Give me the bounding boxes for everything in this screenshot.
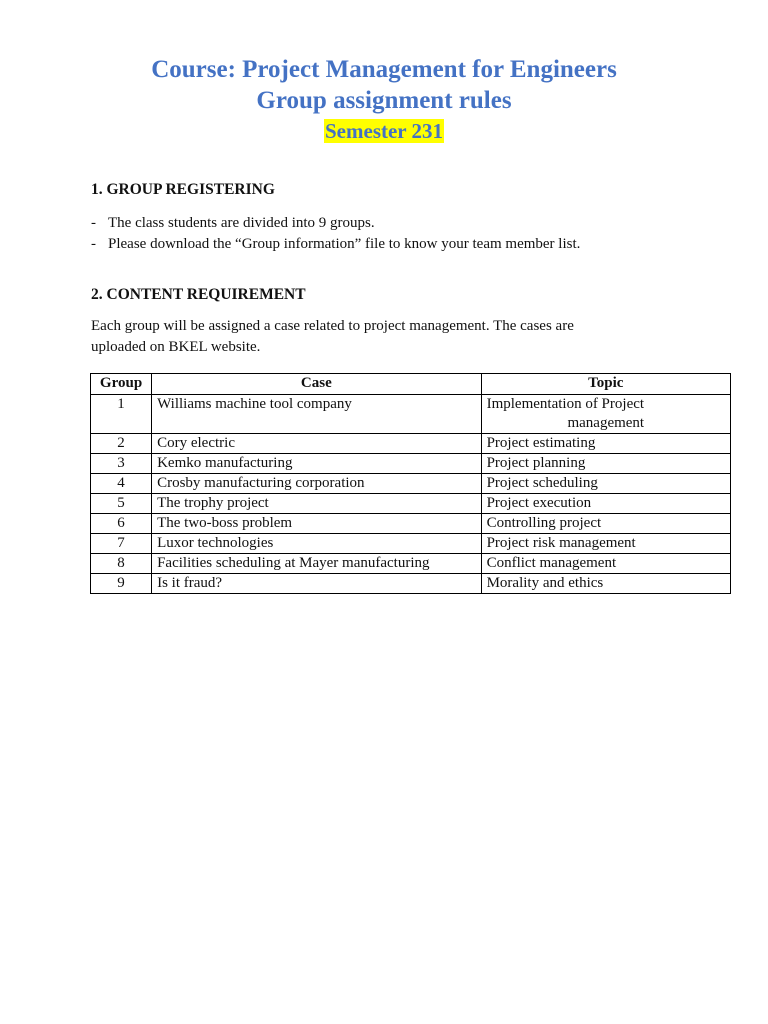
column-header-topic: Topic <box>481 374 730 395</box>
title-block <box>0 54 768 148</box>
semester-line <box>0 117 768 148</box>
table-row <box>91 434 731 454</box>
group-number: 8 <box>91 554 152 574</box>
paragraph-line: Each group will be assigned a case related to project management. The cases are <box>91 318 574 334</box>
group-number: 2 <box>91 434 152 454</box>
course-title: Course: Project Management for Engineers <box>151 56 617 83</box>
group-number: 4 <box>91 474 152 494</box>
table-row <box>91 494 731 514</box>
case-name: Is it fraud? <box>152 574 482 594</box>
case-name: The trophy project <box>152 494 482 514</box>
case-name: Cory electric <box>152 434 482 454</box>
topic-name: Project execution <box>481 494 730 514</box>
paragraph-line: uploaded on BKEL website. <box>91 339 261 355</box>
group-registering-list <box>91 213 580 255</box>
bullet-dash: - <box>91 215 96 231</box>
table-header-row <box>91 374 731 395</box>
table-row <box>91 454 731 474</box>
bullet-text: Please download the “Group information” file to know your team member list. <box>108 236 581 252</box>
case-name: Luxor technologies <box>152 534 482 554</box>
topic-cell <box>481 395 730 434</box>
content-requirement-paragraph <box>91 316 636 358</box>
list-item <box>91 234 580 255</box>
bullet-text: The class students are divided into 9 groups. <box>108 215 375 231</box>
group-number: 7 <box>91 534 152 554</box>
topic-name: Project estimating <box>481 434 730 454</box>
case-name: The two-boss problem <box>152 514 482 534</box>
assignment-subtitle: Group assignment rules <box>256 87 512 114</box>
topic-name: Conflict management <box>481 554 730 574</box>
group-number: 5 <box>91 494 152 514</box>
column-header-case: Case <box>152 374 482 395</box>
group-number: 3 <box>91 454 152 474</box>
topic-name: Project scheduling <box>481 474 730 494</box>
table-row <box>91 574 731 594</box>
case-assignment-table <box>90 373 731 594</box>
table-row <box>91 474 731 494</box>
table-row <box>91 554 731 574</box>
column-header-group: Group <box>91 374 152 395</box>
topic-name-continuation: management <box>567 415 645 431</box>
topic-name: Morality and ethics <box>481 574 730 594</box>
section-heading-content-requirement: 2. CONTENT REQUIREMENT <box>91 286 306 303</box>
case-name: Kemko manufacturing <box>152 454 482 474</box>
case-name: Facilities scheduling at Mayer manufacturing <box>152 554 482 574</box>
case-name: Williams machine tool company <box>152 395 482 434</box>
table-row <box>91 395 731 434</box>
group-number: 1 <box>91 395 152 434</box>
bullet-dash: - <box>91 236 96 252</box>
topic-name: Project planning <box>481 454 730 474</box>
section-heading-group-registering: 1. GROUP REGISTERING <box>91 181 275 198</box>
topic-name: Project risk management <box>481 534 730 554</box>
case-name: Crosby manufacturing corporation <box>152 474 482 494</box>
group-number: 6 <box>91 514 152 534</box>
list-item <box>91 213 580 234</box>
topic-name: Controlling project <box>481 514 730 534</box>
topic-name: Implementation of Project <box>486 396 645 412</box>
group-number: 9 <box>91 574 152 594</box>
table-row <box>91 534 731 554</box>
semester-label: Semester 231 <box>325 119 443 143</box>
table-row <box>91 514 731 534</box>
